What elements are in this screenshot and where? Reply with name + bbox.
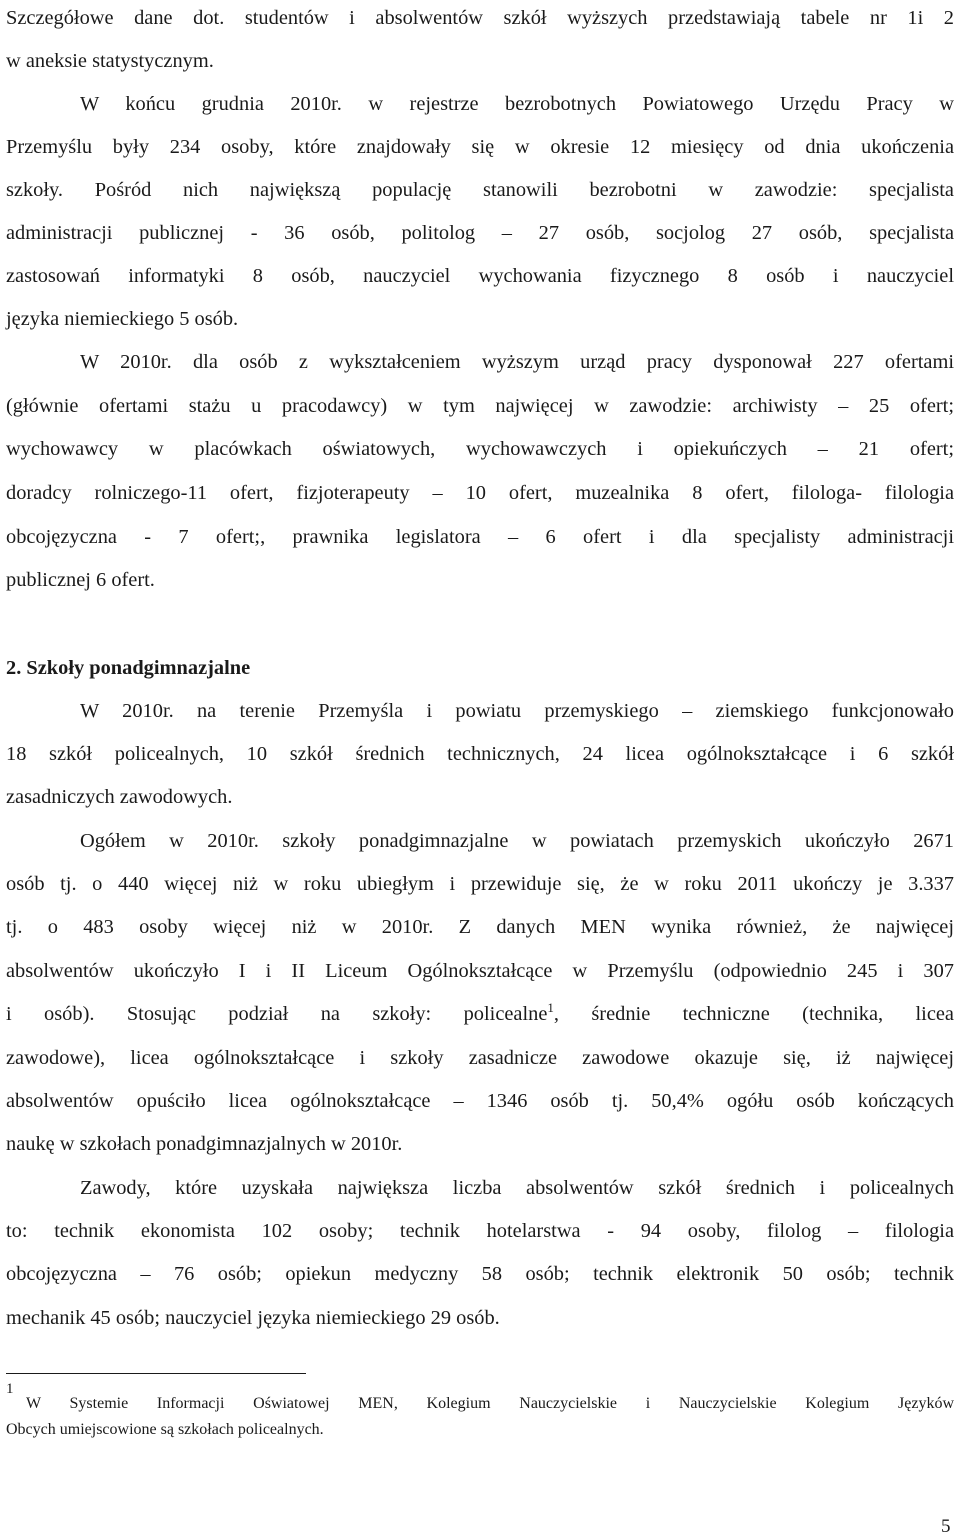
footnote-separator [6, 1373, 306, 1374]
text-line: Zawody, które uzyskała największa liczba absolwentów szkół średnich i policealnych [80, 1177, 954, 1199]
text-line: języka niemieckiego 5 osób. [6, 308, 239, 330]
text-line: administracji publicznej - 36 osób, politolog – 27 osób, socjolog 27 osób, specjalista [6, 222, 954, 244]
text-line: W końcu grudnia 2010r. w rejestrze bezrobotnych Powiatowego Urzędu Pracy w [80, 93, 954, 115]
section-heading: 2. Szkoły ponadgimnazjalne [6, 657, 251, 679]
text-line: szkoły. Pośród nich największą populację stanowili bezrobotni w zawodzie: specjalista [6, 179, 954, 201]
text-line: naukę w szkołach ponadgimnazjalnych w 2010r. [6, 1133, 403, 1155]
text-line: wychowawcy w placówkach oświatowych, wychowawczych i opiekuńczych – 21 ofert; [6, 438, 954, 460]
text-line: Przemyślu były 234 osoby, które znajdowały się w okresie 12 miesięcy od dnia ukończenia [6, 136, 954, 158]
text-fragment: i osób). Stosując podział na szkoły: policealne [6, 1003, 548, 1025]
text-line: absolwentów opuściło licea ogólnokształcące – 1346 osób tj. 50,4% ogółu osób kończących [6, 1090, 954, 1112]
footnote-reference: 1 [547, 1000, 554, 1016]
footnote-text: W Systemie Informacji Oświatowej MEN, Kolegium Nauczycielskie i Nauczycielskie Kolegium Języków [26, 1395, 954, 1412]
text-line: Ogółem w 2010r. szkoły ponadgimnazjalne w powiatach przemyskich ukończyło 2671 [80, 830, 954, 852]
footnote-text: Obcych umiejscowione są szkołach policealnych. [6, 1421, 324, 1438]
text-line: W 2010r. na terenie Przemyśla i powiatu przemyskiego – ziemskiego funkcjonowało [80, 700, 954, 722]
text-line: Szczegółowe dane dot. studentów i absolwentów szkół wyższych przedstawiają tabele nr 1i 2 [6, 7, 954, 29]
text-line: zasadniczych zawodowych. [6, 786, 233, 808]
text-line: osób tj. o 440 więcej niż w roku ubiegłym i przewiduje się, że w roku 2011 ukończy je 3.337 [6, 873, 954, 895]
text-line: w aneksie statystycznym. [6, 50, 214, 72]
text-line: doradcy rolniczego-11 ofert, fizjoterapeuty – 10 ofert, muzealnika 8 ofert, filologa- filologia [6, 482, 954, 504]
text-line: to: technik ekonomista 102 osoby; technik hotelarstwa - 94 osoby, filolog – filologia [6, 1220, 954, 1242]
text-line: obcojęzyczna – 76 osób; opiekun medyczny 58 osób; technik elektronik 50 osób; technik [6, 1263, 954, 1285]
text-line: absolwentów ukończyło I i II Liceum Ogólnokształcące w Przemyślu (odpowiednio 245 i 307 [6, 960, 954, 982]
text-line: zastosowań informatyki 8 osób, nauczyciel wychowania fizycznego 8 osób i nauczyciel [6, 265, 954, 287]
page-number: 5 [941, 1516, 951, 1537]
text-line: tj. o 483 osoby więcej niż w 2010r. Z danych MEN wynika również, że najwięcej [6, 916, 954, 938]
text-line: 18 szkół policealnych, 10 szkół średnich technicznych, 24 licea ogólnokształcące i 6 szkół [6, 743, 954, 765]
text-line: mechanik 45 osób; nauczyciel języka niemieckiego 29 osób. [6, 1307, 500, 1329]
text-fragment: , średnie techniczne (technika, licea [553, 1003, 954, 1025]
text-line: (głównie ofertami stażu u pracodawcy) w tym najwięcej w zawodzie: archiwisty – 25 ofert; [6, 395, 954, 417]
text-line [6, 1001, 954, 1027]
text-line: zawodowe), licea ogólnokształcące i szkoły zasadnicze zawodowe okazuje się, iż najwięcej [6, 1047, 954, 1069]
text-line: obcojęzyczna - 7 ofert;, prawnika legislatora – 6 ofert i dla specjalisty administracji [6, 526, 954, 548]
text-line: publicznej 6 ofert. [6, 569, 155, 591]
text-line: W 2010r. dla osób z wykształceniem wyższym urząd pracy dysponował 227 ofertami [80, 351, 954, 373]
footnote-mark: 1 [6, 1381, 14, 1397]
